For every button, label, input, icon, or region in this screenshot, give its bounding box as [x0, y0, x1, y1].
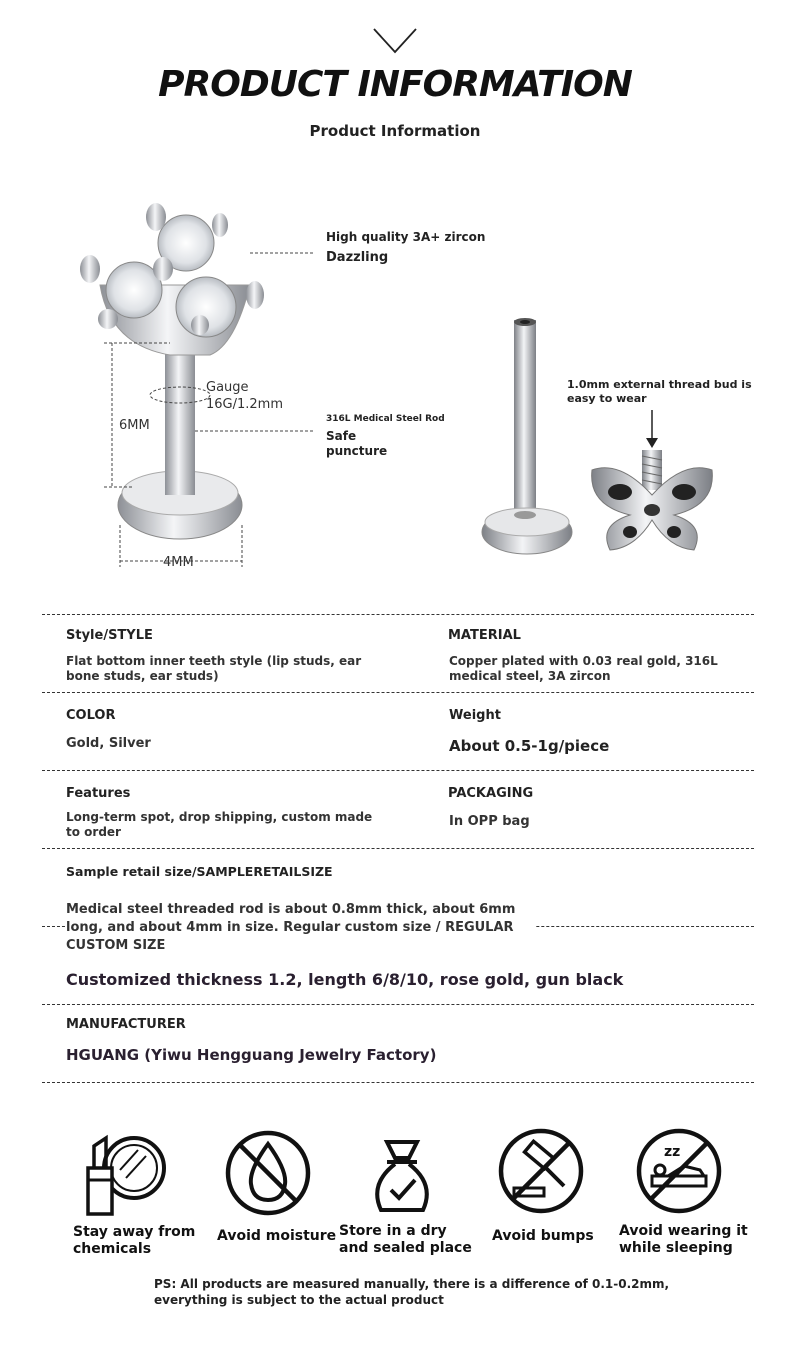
divider [42, 1082, 754, 1083]
packaging-value: In OPP bag [449, 814, 530, 829]
sample-size-value: Medical steel threaded rod is about 0.8mm thick, about 6mm long, and about 4mm in size. Regular custom size / REGULAR CUSTOM SIZE [66, 901, 536, 955]
divider [42, 848, 754, 849]
svg-text:zz: zz [664, 1144, 681, 1160]
parts-diagram [480, 310, 760, 570]
care-label-storage: Store in a dry and sealed place [339, 1223, 472, 1256]
rod-label: 316L Medical Steel Rod [326, 414, 445, 424]
custom-size-value: Customized thickness 1.2, length 6/8/10, rose gold, gun black [66, 970, 624, 989]
gauge-value: 16G/1.2mm [206, 397, 283, 412]
chevron-down-icon [372, 26, 418, 56]
no-hammer-icon [496, 1126, 586, 1216]
style-value: Flat bottom inner teeth style (lip studs, ear bone studs, ear studs) [66, 654, 362, 683]
weight-value: About 0.5-1g/piece [449, 737, 610, 755]
care-label-sleeping: Avoid wearing it while sleeping [619, 1223, 748, 1256]
color-value: Gold, Silver [66, 736, 151, 751]
page-title: PRODUCT INFORMATION [158, 64, 632, 105]
material-key: MATERIAL [448, 628, 521, 643]
rod-sub-label-2: puncture [326, 444, 388, 458]
sealed-bag-icon [357, 1128, 447, 1218]
features-value: Long-term spot, drop shipping, custom made to order [66, 810, 373, 839]
color-key: COLOR [66, 708, 116, 723]
weight-key: Weight [449, 708, 501, 723]
care-label-chemicals: Stay away from chemicals [73, 1224, 196, 1257]
thread-label-2: easy to wear [567, 392, 647, 405]
packaging-key: PACKAGING [448, 786, 534, 801]
features-key: Features [66, 786, 131, 801]
zircon-label: High quality 3A+ zircon [326, 230, 486, 244]
thread-label-1: 1.0mm external thread bud is [567, 378, 752, 391]
lipstick-mirror-icon [80, 1128, 170, 1218]
divider [42, 770, 754, 771]
height-dimension-label: 6MM [119, 418, 150, 433]
footnote: PS: All products are measured manually, there is a difference of 0.1-0.2mm, everything is subject to the actual product [154, 1277, 670, 1307]
zircon-sub-label: Dazzling [326, 250, 389, 265]
divider [42, 692, 754, 693]
care-label-moisture: Avoid moisture [217, 1228, 337, 1244]
gauge-label: Gauge [206, 380, 249, 395]
care-label-bumps: Avoid bumps [492, 1228, 594, 1244]
divider [42, 1004, 754, 1005]
page-subtitle: Product Information [309, 122, 481, 140]
manufacturer-key: MANUFACTURER [66, 1017, 186, 1032]
material-value: Copper plated with 0.03 real gold, 316L medical steel, 3A zircon [449, 654, 718, 683]
style-key: Style/STYLE [66, 628, 153, 643]
manufacturer-value: HGUANG (Yiwu Hengguang Jewelry Factory) [66, 1046, 437, 1064]
sample-size-key: Sample retail size/SAMPLERETAILSIZE [66, 864, 333, 879]
no-water-drop-icon [223, 1128, 313, 1218]
divider [42, 614, 754, 615]
width-dimension-label: 4MM [163, 555, 194, 570]
rod-sub-label-1: Safe [326, 429, 357, 443]
no-sleeping-icon [634, 1126, 724, 1216]
